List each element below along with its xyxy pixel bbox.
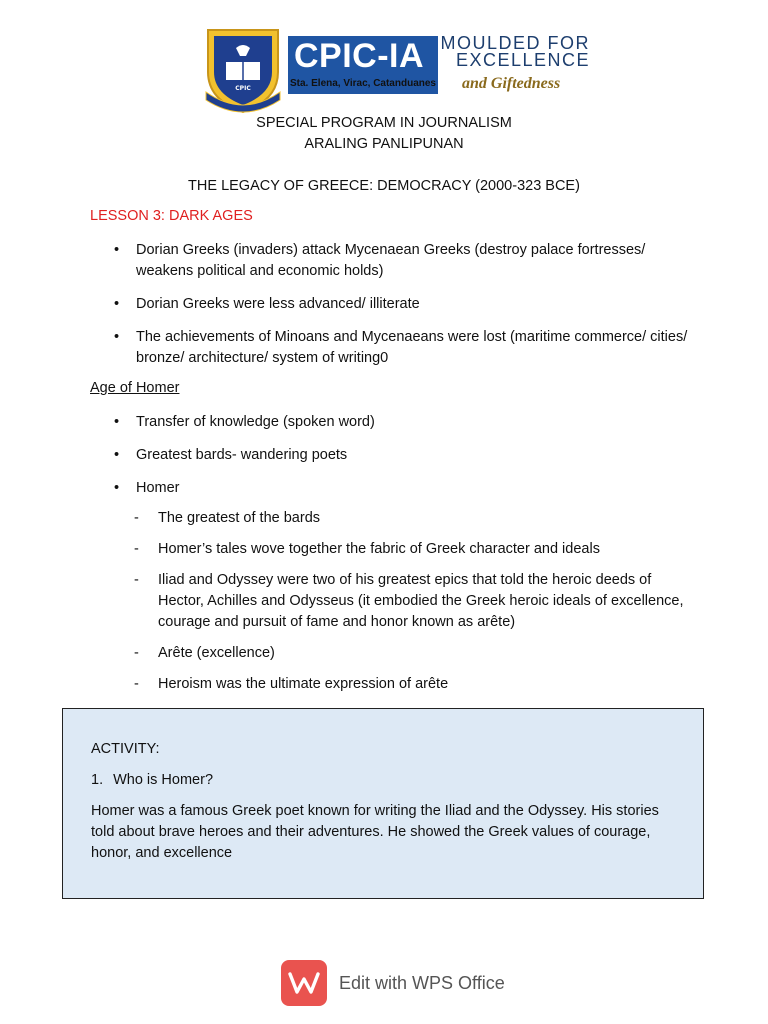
tagline-line-2: EXCELLENCE (455, 50, 590, 70)
list-item: - Iliad and Odyssey were two of his greatest epics that told the heroic deeds of Hector, Achilles and Odysseus (it embodied the Greek heroic ideals of excellence, courage and pursuit of fame and honor known as arête) (134, 570, 694, 633)
list-item: - Heroism was the ultimate expression of arête (134, 674, 694, 695)
list-item: - The greatest of the bards (134, 508, 694, 529)
list-item: - Homer’s tales wove together the fabric of Greek character and ideals (134, 539, 694, 560)
list-item: • Greatest bards- wandering poets (114, 445, 694, 466)
homer-details-list (134, 508, 694, 705)
activity-question (91, 770, 675, 791)
wps-label[interactable]: Edit with WPS Office (339, 972, 505, 993)
lesson-heading: LESSON 3: DARK AGES (90, 208, 253, 224)
question-number: 1. (91, 772, 104, 788)
list-item: • Dorian Greeks (invaders) attack Mycenaean Greeks (destroy palace fortresses/ weakens political and economic holds) (114, 240, 694, 282)
topic-title: THE LEGACY OF GREECE: DEMOCRACY (2000-323 BCE) (188, 178, 580, 194)
school-header (200, 20, 590, 120)
tagline-line-1: MOULDED FOR (440, 33, 590, 53)
brand-location: Sta. Elena, Virac, Catanduanes (290, 78, 436, 89)
question-text: Who is Homer? (113, 772, 214, 788)
list-item: • Transfer of knowledge (spoken word) (114, 412, 694, 433)
list-item: • Homer (114, 478, 694, 499)
activity-answer: Homer was a famous Greek poet known for writing the Iliad and the Odyssey. His stories told about brave heroes and their adventures. He showed the Greek values of courage, honor, and excellence (91, 803, 659, 861)
brand-name: CPIC-IA (288, 36, 438, 94)
list-item: • Dorian Greeks were less advanced/ illiterate (114, 294, 694, 315)
tagline (440, 35, 590, 69)
wps-w-icon[interactable] (281, 960, 327, 1006)
list-item: • The achievements of Minoans and Mycenaeans were lost (maritime commerce/ cities/ bronze/ architecture/ system of writing0 (114, 327, 694, 369)
tagline-script: and Giftedness (462, 75, 561, 92)
activity-box (62, 708, 704, 899)
age-of-homer-heading: Age of Homer (90, 380, 180, 396)
activity-title: ACTIVITY: (91, 741, 160, 757)
list-item: - Arête (excellence) (134, 643, 694, 664)
svg-text:CPIC: CPIC (235, 85, 251, 92)
program-title: SPECIAL PROGRAM IN JOURNALISM (256, 115, 512, 131)
dark-ages-list (114, 240, 694, 381)
age-of-homer-list (114, 412, 694, 511)
school-seal-logo (200, 22, 286, 114)
subject-title: ARALING PANLIPUNAN (304, 136, 464, 152)
edit-with-wps-button[interactable] (281, 959, 505, 1007)
